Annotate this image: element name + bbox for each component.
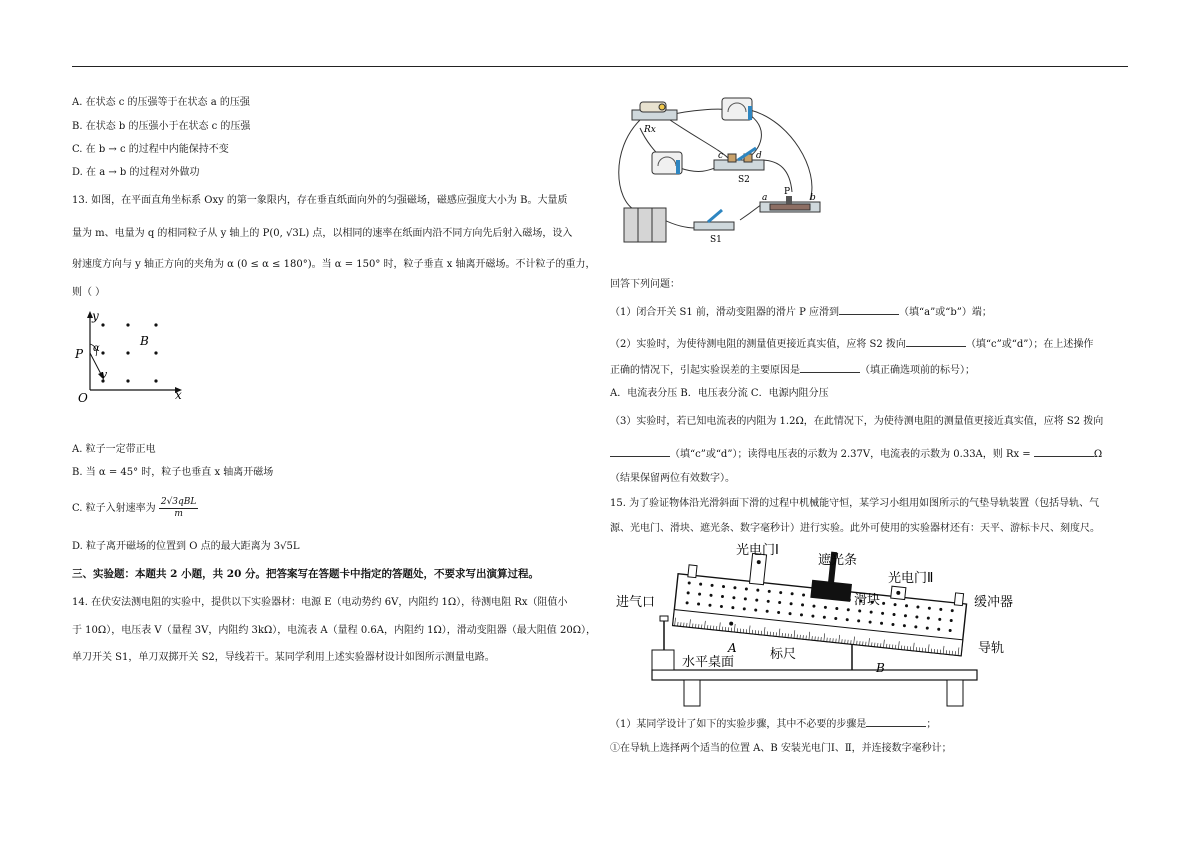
q12-option-b: B. 在状态 b 的压强小于在状态 c 的压强 (72, 121, 251, 132)
q13-option-d: D. 粒子离开磁场的位置到 O 点的最大距离为 3√5L (72, 541, 300, 552)
circuit-label-p: P (784, 187, 791, 197)
q14-part-3: （3）实验时，若已知电流表的内阻为 1.2Ω，在此情况下，为使待测电阻的测量值更接近真实值，应将 S2 拨向 (610, 416, 1104, 427)
answer-intro: 回答下列问题： (610, 279, 680, 290)
q15-part-1-end: ； (926, 719, 937, 730)
q14-part-3-unit: Ω (1093, 449, 1103, 460)
q14-part-3-blank-1 (610, 446, 670, 457)
q14-part-1 (610, 304, 992, 320)
q14-part-1-blank (839, 304, 899, 315)
q13-fig-b: B (140, 334, 149, 348)
q15-line-2: 源、光电门、滑块、遮光条、数字毫秒计）进行实验。此外可使用的实验器材还有：天平、游标卡尺、刻度尺。 (610, 523, 1100, 534)
q14-line-1: 14. 在伏安法测电阻的实验中，提供以下实验器材：电源 E（电动势约 6V，内阻约 1Ω），待测电阻 Rx（阻值小 (72, 597, 568, 608)
q13-fig-p: P (75, 347, 84, 361)
q13-option-a: A. 粒子一定带正电 (72, 444, 156, 455)
q13-figure (72, 308, 192, 404)
section-3-heading: 三、实验题：本题共 2 小题，共 20 分。把答案写在答题卡中指定的答题处，不要求写出演算过程。 (72, 568, 540, 580)
q13-option-c-fraction (159, 497, 199, 520)
q15-step-1: ①在导轨上选择两个适当的位置 A、B 安装光电门Ⅰ、Ⅱ，并连接数字毫秒计； (610, 743, 952, 754)
q12-option-d: D. 在 a → b 的过程对外做功 (72, 167, 200, 178)
q14-part-2-cont (610, 362, 975, 378)
q13-option-c-num: 2√3qBL (160, 497, 197, 507)
circuit-label-c: c (718, 151, 724, 161)
q14-part-2 (610, 336, 1093, 352)
q15-part-1-text: （1）某同学设计了如下的实验步骤，其中不必要的步骤是 (610, 719, 867, 730)
q13-fig-alpha: α (93, 343, 100, 354)
track-label-gate1: 光电门Ⅰ (736, 543, 779, 558)
circuit-label-rx: Rx (644, 125, 656, 135)
q12-option-c: C. 在 b → c 的过程中内能保持不变 (72, 144, 229, 155)
q15-line-1: 15. 为了验证物体沿光滑斜面下滑的过程中机械能守恒，某学习小组用如图所示的气垫导轨装置（包括导轨、气 (610, 498, 1100, 509)
q13-line-3: 射速度方向与 y 轴正方向的夹角为 α (0 ≤ α ≤ 180°)。当 α = 150° 时，粒子垂直 x 轴离开磁场。不计粒子的重力， (72, 259, 596, 270)
air-track-figure (612, 540, 1032, 710)
q13-fig-y: y (92, 309, 99, 323)
q13-line-1: 13. 如图，在平面直角坐标系 Oxy 的第一象限内，存在垂直纸面向外的匀强磁场，磁感应强度大小为 B。大量质 (72, 195, 568, 206)
q14-part-2-reason-blank (800, 362, 860, 373)
q14-line-2: 于 10Ω），电压表 V（量程 3V，内阻约 3kΩ），电流表 A（量程 0.6A，内阻约 1Ω），滑动变阻器（最大阻值 20Ω）， (72, 625, 596, 636)
q13-option-c (72, 494, 198, 524)
q14-part-3-cont (610, 446, 1102, 462)
circuit-label-b: b (810, 193, 816, 203)
q14-part-2-choices: A．电流表分压 B．电压表分流 C．电源内阻分压 (610, 388, 829, 399)
q13-line-2: 量为 m、电量为 q 的相同粒子从 y 轴上的 P(0, √3L) 点，以相同的速率在纸面内沿不同方向先后射入磁场，设入 (72, 228, 573, 239)
q14-part-3-text: （填“c”或“d”）；读得电压表的示数为 2.37V，电流表的示数为 0.33A，则 Rx = (670, 449, 1031, 460)
q15-part-1-blank (866, 716, 926, 727)
q13-fig-x: x (175, 388, 182, 402)
q14-part-2-blank (906, 336, 966, 347)
track-label-inlet: 进气口 (616, 595, 656, 610)
q14-part-1-text: （1）闭合开关 S1 前，滑动变阻器的滑片 P 应滑到 (610, 307, 840, 318)
q14-part-3-note: （结果保留两位有效数字）。 (610, 473, 735, 484)
circuit-label-a: a (762, 193, 768, 203)
q14-part-1-tail: （填“a”或“b”）端； (899, 307, 992, 318)
track-label-buffer: 缓冲器 (974, 595, 1014, 610)
track-label-slider: 滑块 (854, 593, 881, 608)
q14-line-3: 单刀开关 S1，单刀双掷开关 S2，导线若干。某同学利用上述实验器材设计如图所示测量电路。 (72, 652, 495, 663)
track-label-scale: 标尺 (770, 647, 797, 662)
q14-part-3-blank-2 (1034, 446, 1094, 457)
track-label-desk: 水平桌面 (682, 655, 735, 670)
q14-part-2-tail: （填“c”或“d”）；在上述操作 (965, 339, 1094, 350)
circuit-label-s1: S1 (710, 235, 722, 245)
q14-part-2-reason-tail: （填正确选项前的标号）； (860, 365, 975, 376)
track-label-b: B (876, 661, 885, 675)
header-rule (72, 66, 1128, 67)
track-label-rail: 导轨 (978, 641, 1005, 656)
q13-fig-o: O (78, 391, 88, 404)
circuit-label-s2: S2 (738, 175, 750, 185)
q13-fig-v: v (101, 368, 108, 381)
circuit-label-d: d (756, 151, 762, 161)
q13-option-c-prefix: C. 粒子入射速率为 (72, 503, 156, 514)
q15-part-1 (610, 716, 936, 732)
q13-option-c-den: m (174, 509, 183, 519)
track-label-a: A (728, 641, 737, 655)
circuit-figure (610, 90, 825, 250)
track-label-gate2: 光电门Ⅱ (888, 571, 934, 586)
q14-part-2-reason: 正确的情况下，引起实验误差的主要原因是 (610, 365, 800, 376)
q14-part-2-text: （2）实验时，为使待测电阻的测量值更接近真实值，应将 S2 拨向 (610, 339, 906, 350)
q13-option-b: B. 当 α = 45° 时，粒子也垂直 x 轴离开磁场 (72, 467, 274, 478)
q12-option-a: A. 在状态 c 的压强等于在状态 a 的压强 (72, 97, 250, 108)
q13-line-4: 则（ ） (72, 287, 106, 298)
track-label-strip: 遮光条 (818, 553, 858, 568)
